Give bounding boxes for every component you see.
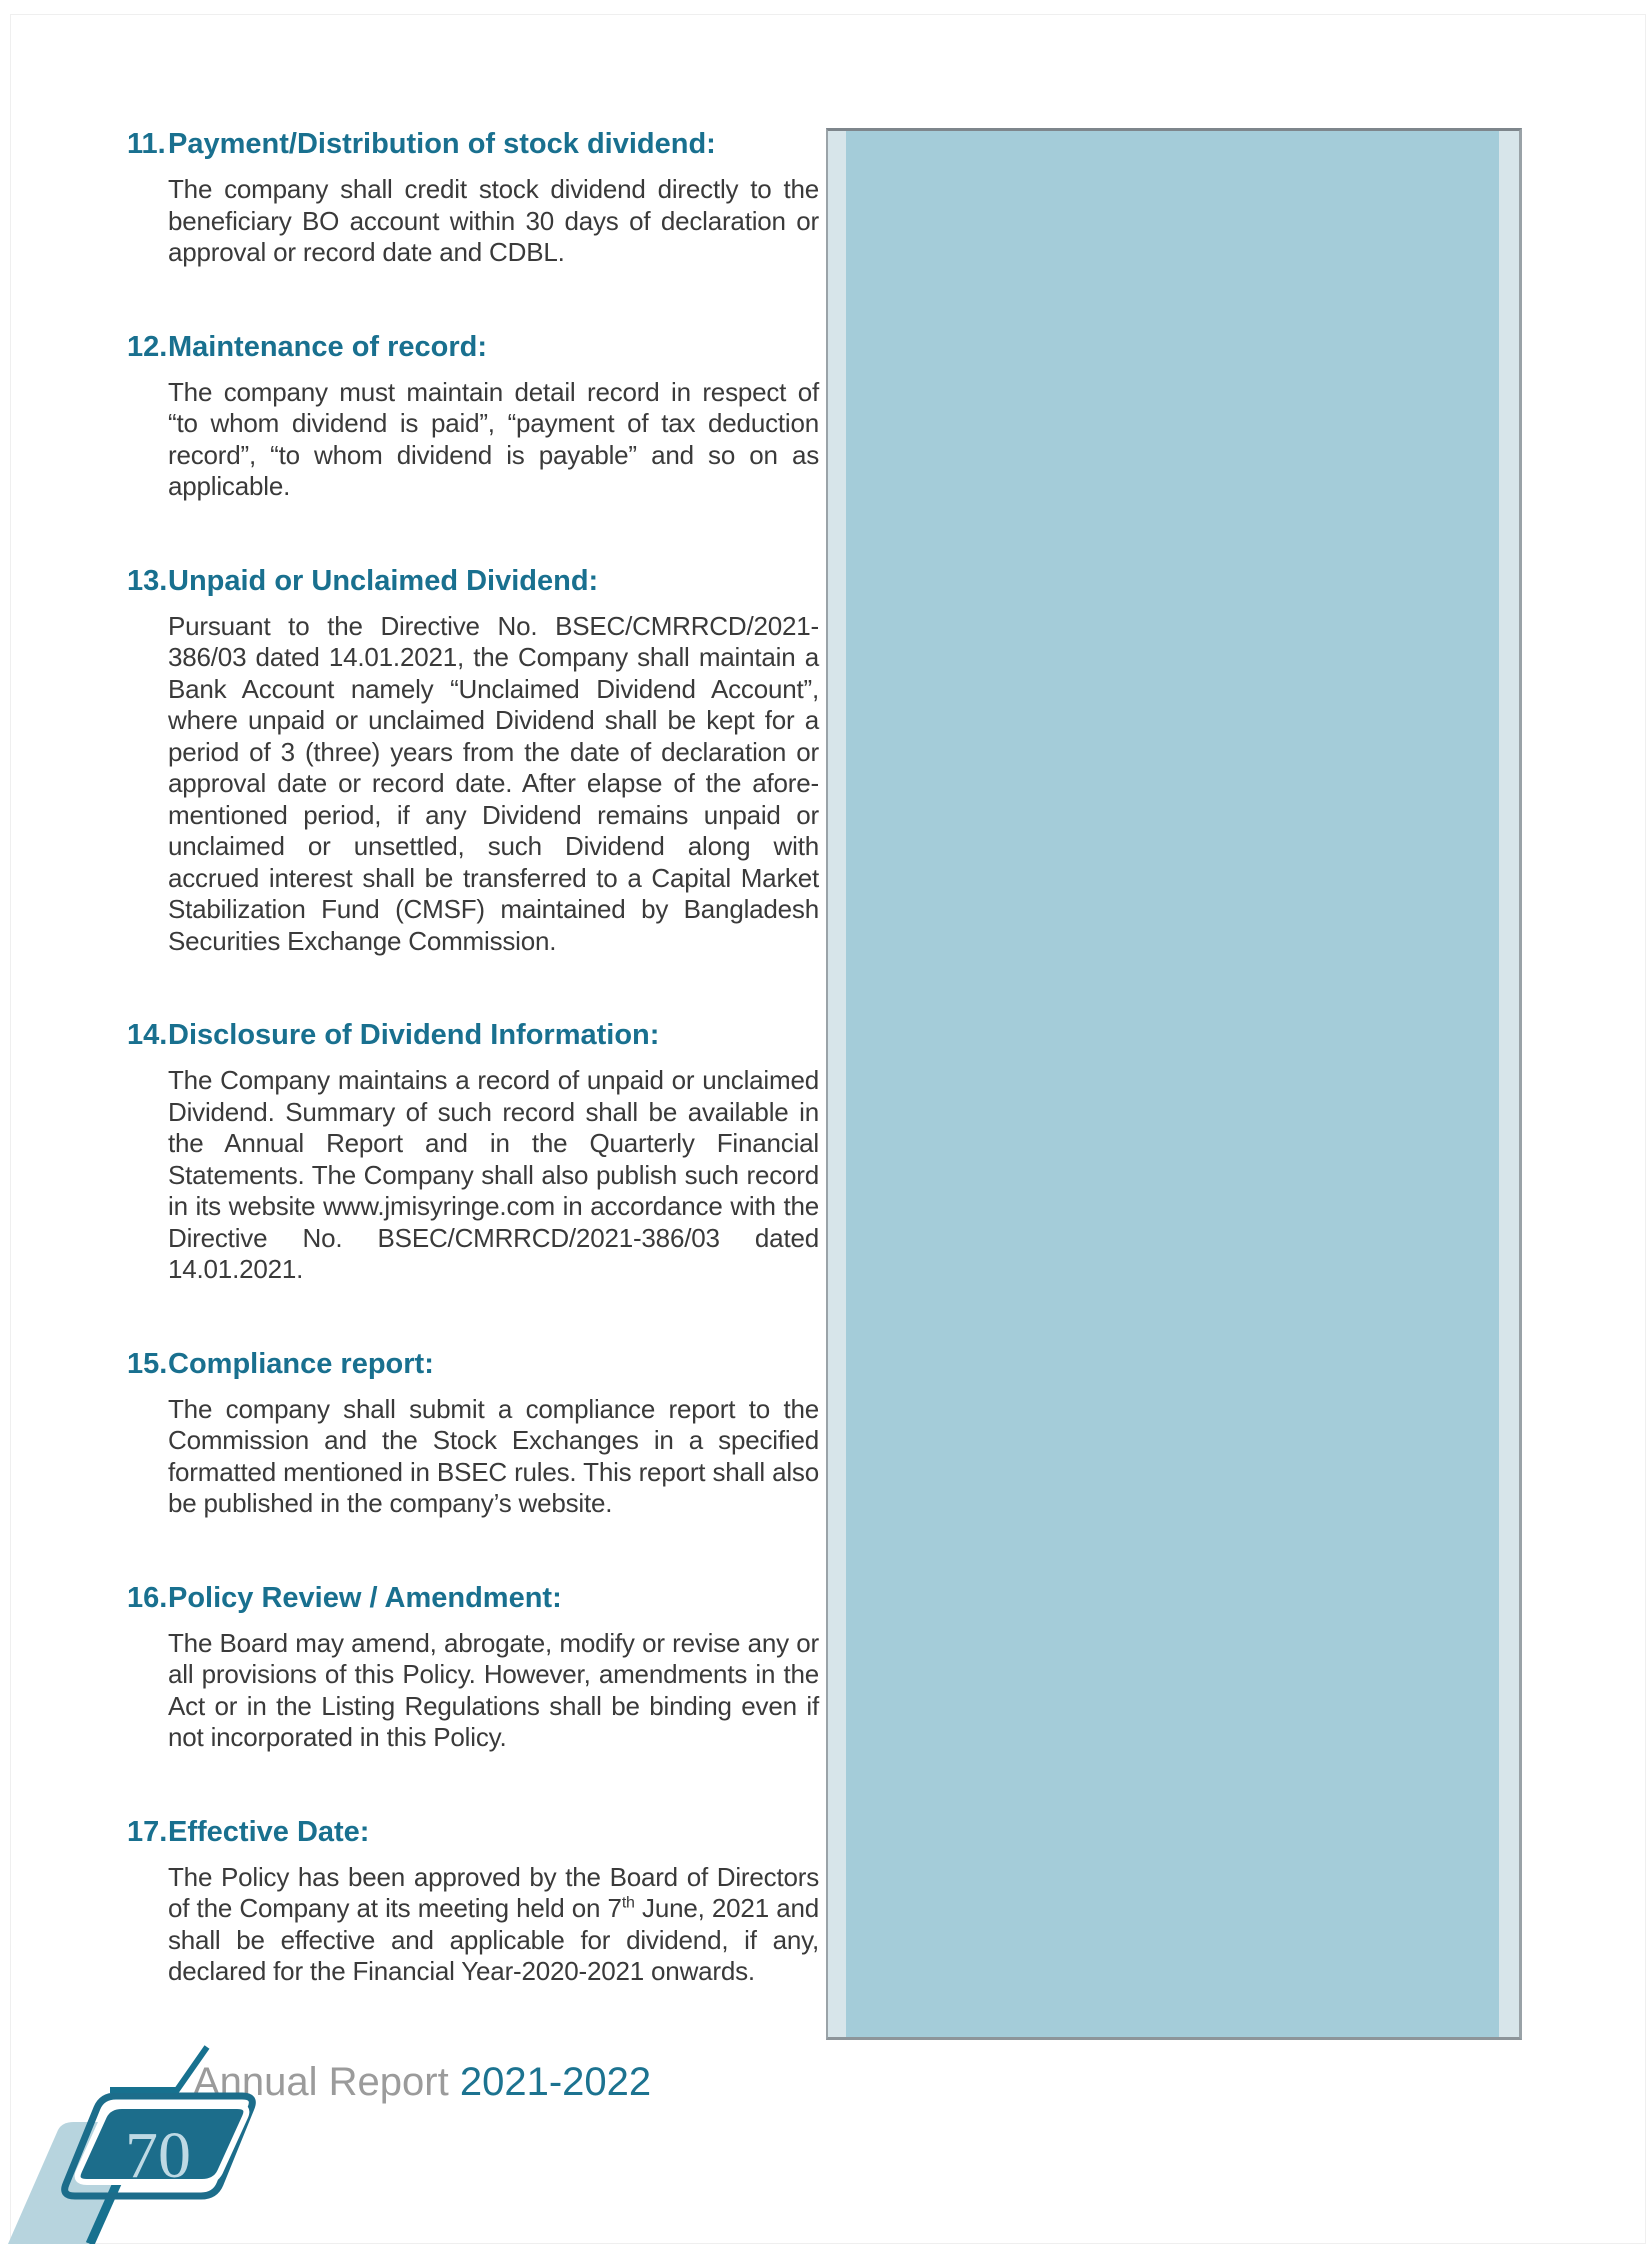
section-heading xyxy=(127,1017,819,1053)
section-heading xyxy=(127,329,819,365)
ordinal-superscript: th xyxy=(621,1894,635,1912)
section-body: The Company maintains a record of unpaid or unclaimed Dividend. Summary of such record shall be available in the Annual Report and in the Quarterly Financial Statements. The Company shall also publish such record in its website www.jmisyringe.com in accordance with the Directive No. BSEC/CMRRCD/2021-386/03 dated 14.01.2021. xyxy=(168,1065,819,1284)
section-unpaid-unclaimed-dividend xyxy=(127,563,819,958)
section-heading xyxy=(127,563,819,599)
section-body: The company shall submit a compliance report to the Commission and the Stock Exchanges in a specified formatted mentioned in BSEC rules. This report shall also be published in the company’s website. xyxy=(168,1393,819,1518)
section-title: Compliance report: xyxy=(168,1347,434,1380)
section-effective-date xyxy=(127,1814,819,1988)
page-number-badge xyxy=(0,2030,500,2244)
section-number: 12. xyxy=(127,330,168,363)
section-number: 16. xyxy=(127,1581,168,1614)
side-image-panel-fill xyxy=(846,131,1499,2037)
section-number: 14. xyxy=(127,1019,168,1051)
section-body xyxy=(168,1862,819,1988)
section-body: The Board may amend, abrogate, modify or revise any or all provisions of this Policy. However, amendments in the Act or in the Listing Regulations shall be binding even if not incorporated in this Policy. xyxy=(168,1627,819,1752)
section-title: Maintenance of record: xyxy=(168,330,488,363)
page-number: 70 xyxy=(125,2119,191,2192)
body-text-before-superscript: The Policy has been approved by the Board of Directors of the Company at its meeting held on 7 xyxy=(168,1861,819,1923)
section-disclosure-of-dividend-information xyxy=(127,1017,819,1286)
section-heading xyxy=(127,1580,819,1616)
policy-text-column xyxy=(127,126,819,2048)
body-text-after-superscript: June, 2021 and shall be effective and applicable for dividend, if any, declared for the Financial Year-2020-2021 onwards. xyxy=(168,1893,820,1986)
side-image-panel xyxy=(826,128,1522,2040)
section-number: 17. xyxy=(127,1815,168,1848)
section-heading xyxy=(127,1814,819,1850)
section-number: 11. xyxy=(127,128,166,160)
section-body: The company must maintain detail record in respect of “to whom dividend is paid”, “payment of tax deduction record”, “to whom dividend is payable” and so on as applicable. xyxy=(168,376,819,501)
section-compliance-report xyxy=(127,1346,819,1520)
footer-report-years: 2021-2022 xyxy=(459,2060,652,2104)
footer-report-label: Annual Report xyxy=(193,2060,460,2104)
section-title: Payment/Distribution of stock dividend: xyxy=(168,128,716,160)
section-title: Effective Date: xyxy=(168,1815,370,1848)
section-heading xyxy=(127,1346,819,1382)
section-number: 13. xyxy=(127,564,168,597)
section-title: Unpaid or Unclaimed Dividend: xyxy=(168,564,599,597)
section-number: 15. xyxy=(127,1347,168,1380)
section-heading xyxy=(127,126,819,162)
section-body: The company shall credit stock dividend directly to the beneficiary BO account within 30 days of declaration or approval or record date and CDBL. xyxy=(168,174,819,267)
section-maintenance-of-record xyxy=(127,329,819,503)
section-policy-review-amendment xyxy=(127,1580,819,1754)
section-payment-distribution xyxy=(127,126,819,269)
section-title: Disclosure of Dividend Information: xyxy=(168,1019,660,1051)
section-body: Pursuant to the Directive No. BSEC/CMRRCD/2021-386/03 dated 14.01.2021, the Company shall maintain a Bank Account namely “Unclaimed Dividend Account”, where unpaid or unclaimed Dividend shall be kept for a period of 3 (three) years from the date of declaration or approval date or record date. After elapse of the afore-mentioned period, if any Dividend remains unpaid or unclaimed or unsettled, such Dividend along with accrued interest shall be transferred to a Capital Market Stabilization Fund (CMSF) maintained by Bangladesh Securities Exchange Commission. xyxy=(168,610,819,956)
section-title: Policy Review / Amendment: xyxy=(168,1581,562,1614)
footer-slash-decoration xyxy=(110,2047,207,2090)
